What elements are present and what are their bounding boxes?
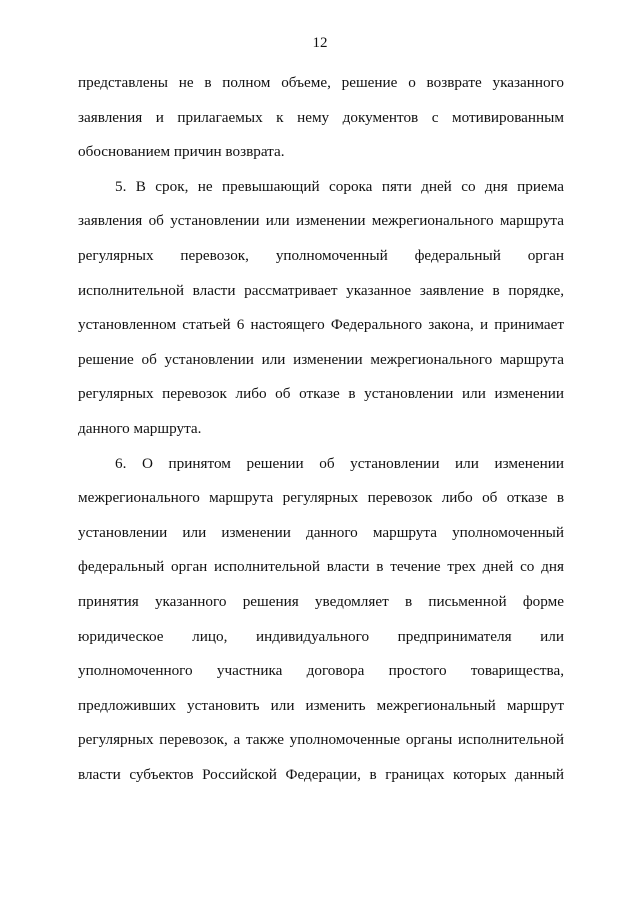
text-line: уполномоченного участника договора простого товарищества, — [78, 662, 564, 680]
text-line: межрегионального маршрута регулярных перевозок либо об отказе в — [78, 489, 564, 507]
text-line: данного маршрута. — [78, 419, 202, 437]
text-line: 6. О принятом решении об установлении или изменении — [115, 454, 564, 472]
text-line: обоснованием причин возврата. — [78, 143, 285, 161]
text-line: федеральный орган исполнительной власти в течение трех дней со дня — [78, 558, 564, 576]
text-line: принятия указанного решения уведомляет в письменной форме — [78, 592, 564, 610]
text-line: представлены не в полном объеме, решение о возврате указанного — [78, 74, 564, 91]
body-text — [78, 66, 564, 792]
text-line: решение об установлении или изменении межрегионального маршрута — [78, 350, 564, 368]
paragraph-item-5 — [78, 170, 564, 447]
text-line: заявления и прилагаемых к нему документов с мотивированным — [78, 108, 564, 126]
text-line: установлении или изменении данного маршрута уполномоченный — [78, 523, 564, 541]
text-line: 5. В срок, не превышающий сорока пяти дней со дня приема — [115, 177, 564, 195]
text-line: установленном статьей 6 настоящего Федерального закона, и принимает — [78, 316, 564, 334]
text-line: юридическое лицо, индивидуального предпринимателя или — [78, 627, 564, 645]
text-line: исполнительной власти рассматривает указанное заявление в порядке, — [78, 281, 564, 299]
text-line: регулярных перевозок, а также уполномоченные органы исполнительной — [78, 731, 564, 749]
text-line: регулярных перевозок, уполномоченный федеральный орган — [78, 246, 564, 264]
text-line: предложивших установить или изменить межрегиональный маршрут — [78, 696, 564, 714]
paragraph-item-6 — [78, 447, 564, 793]
text-line: власти субъектов Российской Федерации, в границах которых данный — [78, 765, 564, 783]
paragraph-return-decision — [78, 66, 564, 170]
text-line: регулярных перевозок либо об отказе в установлении или изменении — [78, 385, 564, 403]
page-number: 12 — [312, 35, 328, 51]
text-line: заявления об установлении или изменении межрегионального маршрута — [78, 212, 564, 230]
